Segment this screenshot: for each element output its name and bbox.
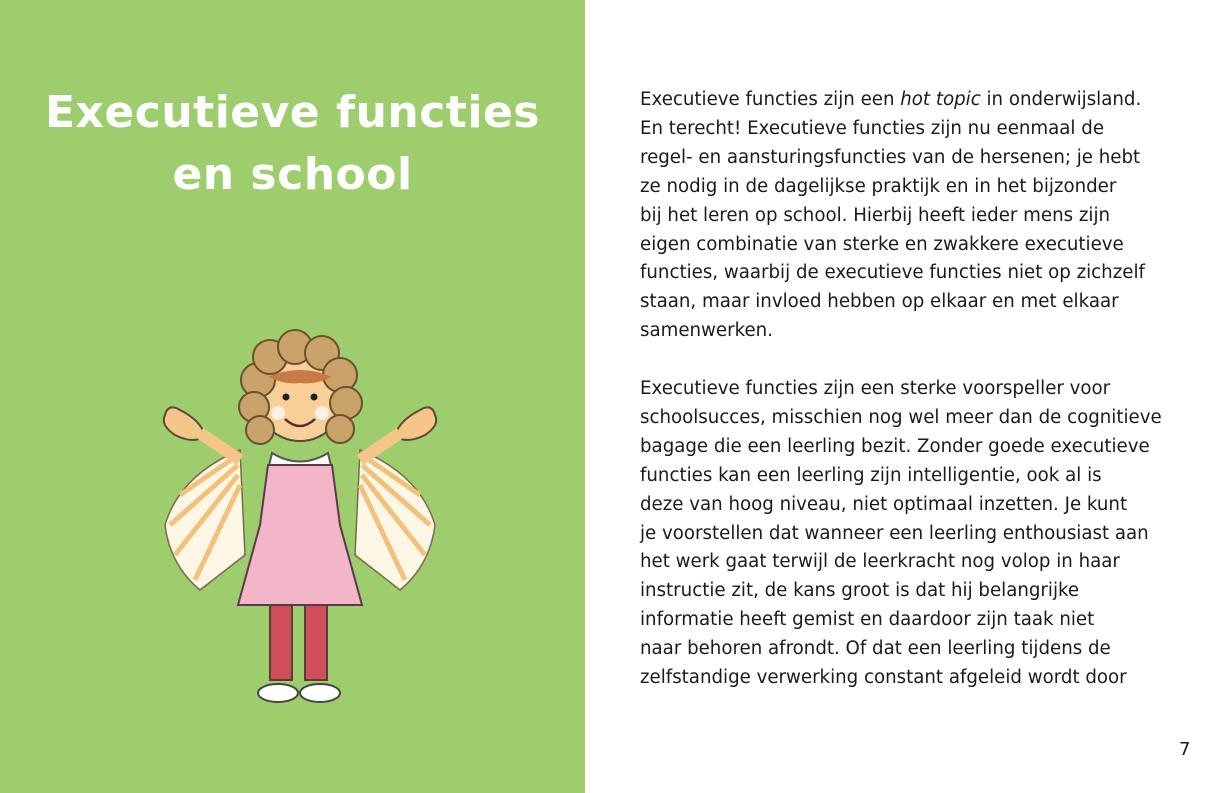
paragraph-2-line: instructie zit, de kans groot is dat hij belangrijke — [640, 580, 1080, 602]
chapter-title-line-1: Executieve functies — [44, 87, 540, 138]
paragraph-2-line: functies kan een leerling zijn intelligentie, ook al is — [640, 464, 1102, 486]
paragraph-2-line: deze van hoog niveau, niet optimaal inzetten. Je kunt — [640, 493, 1128, 515]
paragraph-2-line: schoolsucces, misschien nog wel meer dan de cognitieve — [640, 406, 1162, 428]
body-text — [640, 86, 1180, 693]
paragraph-1-line: regel- en aansturingsfuncties van de hersenen; je hebt — [640, 146, 1141, 168]
paragraph-1-line: eigen combinatie van sterke en zwakkere executieve — [640, 233, 1124, 255]
page-number: 7 — [1179, 739, 1191, 760]
paragraph-1-line: staan, maar invloed hebben op elkaar en met elkaar — [640, 291, 1119, 313]
paragraph-2-line: je voorstellen dat wanneer een leerling enthousiast aan — [640, 522, 1149, 544]
paragraph-1-line: functies, waarbij de executieve functies niet op zichzelf — [640, 262, 1145, 284]
chapter-title-line-2: en school — [172, 149, 413, 200]
text-run: Executieve functies zijn een — [640, 89, 901, 110]
chapter-title-panel — [0, 0, 585, 793]
paragraph-2-line: het werk gaat terwijl de leerkracht nog volop in haar — [640, 551, 1120, 573]
pink-dress — [238, 465, 362, 605]
paragraph-1-line: samenwerken. — [640, 320, 773, 342]
right-shoe — [300, 684, 340, 702]
paragraph-1-line: ze nodig in de dagelijkse praktijk en in het bijzonder — [640, 175, 1117, 197]
text-panel — [585, 0, 1230, 793]
paragraph-2 — [640, 375, 1180, 693]
paragraph-2-line: bagage die een leerling bezit. Zonder goede executieve — [640, 435, 1150, 457]
paragraph-2-line: zelfstandige verwerking constant afgeleid wordt door — [640, 667, 1127, 689]
paragraph-1-line-1 — [640, 86, 1180, 115]
left-shoe — [258, 684, 298, 702]
paragraph-1-line: bij het leren op school. Hierbij heeft ieder mens zijn — [640, 204, 1111, 226]
emphasis-hot-topic: hot topic — [900, 89, 981, 110]
paragraph-2-line: informatie heeft gemist en daardoor zijn taak niet — [640, 609, 1095, 631]
paragraph-1-line: En terecht! Executieve functies zijn nu eenmaal de — [640, 117, 1105, 139]
left-motion-fan — [165, 450, 245, 590]
left-leg — [270, 605, 292, 680]
right-motion-fan — [355, 450, 435, 590]
paragraph-1 — [640, 86, 1180, 346]
chapter-title — [0, 82, 585, 206]
paragraph-2-line: Executieve functies zijn een sterke voorspeller voor — [640, 378, 1111, 400]
right-leg — [305, 605, 327, 680]
text-run: in onderwijsland. — [980, 89, 1142, 110]
girl-illustration — [140, 325, 460, 720]
paragraph-2-line: naar behoren afrondt. Of dat een leerling tijdens de — [640, 638, 1111, 660]
